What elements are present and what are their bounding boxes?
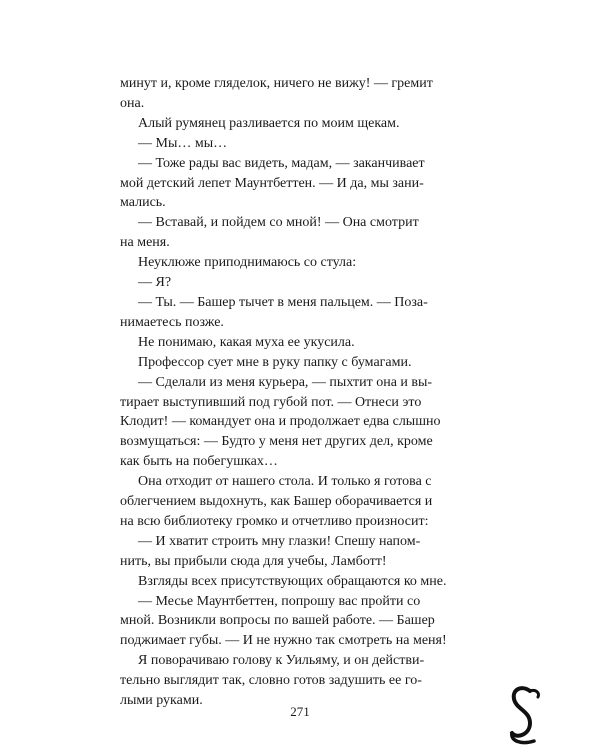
text-line: — Ты. — Башер тычет в меня пальцем. — Поза- [138,294,428,310]
text-line: Я поворачиваю голову к Уильяму, и он действи- [138,653,425,669]
text-line: Она отходит от нашего стола. И только я готова с [138,474,432,490]
text-line: на меня. [120,235,170,251]
text-line: мались. [120,195,166,211]
text-line: мной. Возникли вопросы по вашей работе. — Башер [120,613,435,629]
text-line: нить, вы прибыли сюда для учебы, Ламботт! [120,553,387,569]
text-line: Неуклюже приподнимаюсь со стула: [138,255,357,271]
text-line: нимаетесь позже. [120,314,224,330]
text-line: — Месье Маунтбеттен, попрошу вас пройти со [138,593,421,609]
text-line: Не понимаю, какая муха ее укусила. [138,334,355,350]
text-line: минут и, кроме гляделок, ничего не вижу! — гремит [120,76,433,91]
text-line: как быть на побегушках… [120,454,278,470]
body-text [120,74,485,711]
swan-ornament-icon [500,683,546,747]
text-line: Взгляды всех присутствующих обращаются ко мне. [138,573,447,589]
text-line: тельно выглядит так, словно готов задушить ее го- [120,673,422,689]
text-line: — Мы… мы… [138,135,228,151]
text-line: — Сделали из меня курьера, — пыхтит она и вы- [138,374,433,390]
text-line: поджимает губы. — И не нужно так смотреть на меня! [120,633,447,649]
text-line: — Вставай, и пойдем со мной! — Она смотрит [138,215,419,231]
text-line: мой детский лепет Маунтбеттен. — И да, мы зани- [120,175,424,191]
text-line: на всю библиотеку громко и отчетливо произносит: [120,513,429,529]
text-line: — И хватит строить мну глазки! Спешу напом- [138,533,421,549]
text-line: лыми руками. [120,693,203,709]
text-line: она. [120,95,145,111]
text-line: тирает выступивший под губой пот. — Отнеси это [120,394,422,410]
text-line: Профессор сует мне в руку папку с бумагами. [138,354,412,370]
text-line: — Я? [138,275,172,291]
text-line: Клодит! — командует она и продолжает едва слышно [120,414,441,430]
page-number: 271 [290,704,310,719]
text-line: возмущаться: — Будто у меня нет других дел, кроме [120,434,433,450]
text-line: — Тоже рады вас видеть, мадам, — заканчивает [138,155,425,171]
text-line: облегчением выдохнуть, как Башер оборачивается и [120,494,433,510]
text-line: Алый румянец разливается по моим щекам. [138,115,400,131]
